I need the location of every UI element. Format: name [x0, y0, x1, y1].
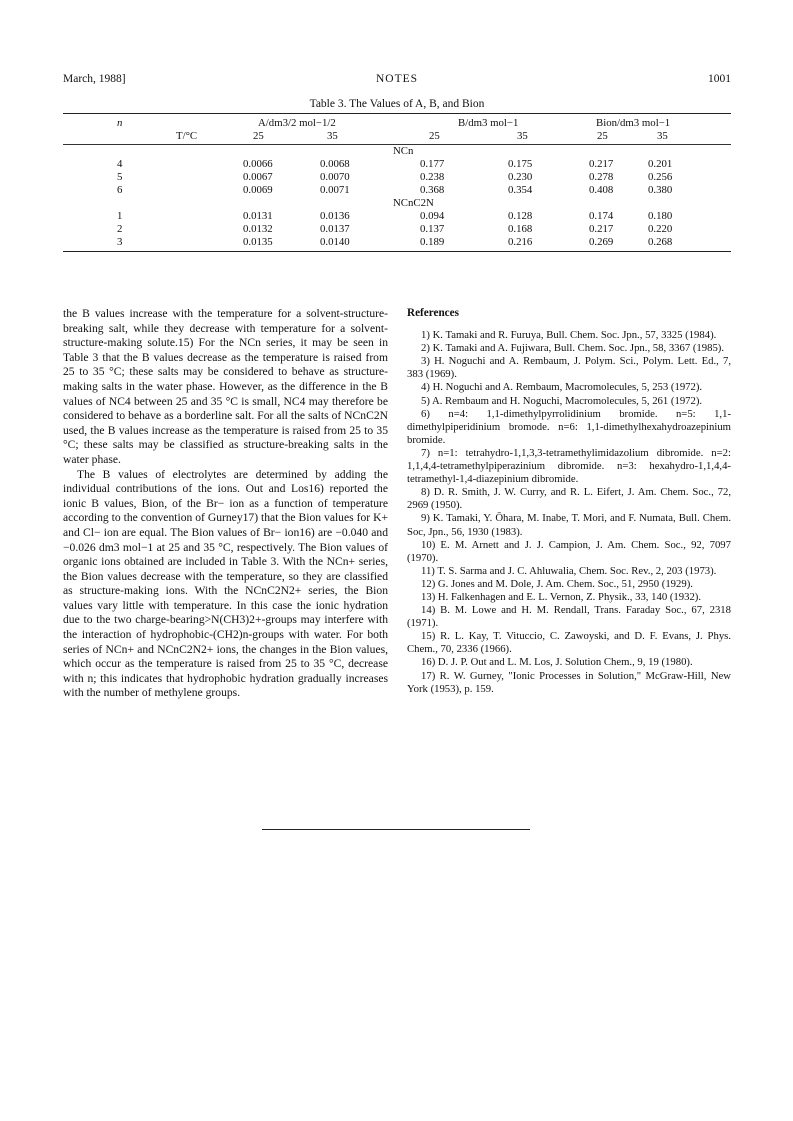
- table-cell: 0.256: [648, 171, 673, 183]
- reference-item: 15) R. L. Kay, T. Vituccio, C. Zawoyski, and D. F. Evans, J. Phys. Chem., 70, 2336 (1966).: [407, 630, 731, 656]
- reference-item: 12) G. Jones and M. Dole, J. Am. Chem. Soc., 51, 2950 (1929).: [421, 577, 693, 590]
- table-cell: 0.278: [589, 171, 614, 183]
- reference-item: 7) n=1: tetrahydro-1,1,3,3-tetramethylimidazolium dibromide. n=2: 1,1,4,4-tetramethylpiperazinium dibromide. n=3: hexahydro-1,1,4,4-tetramethyl-1,4-diazepinium dibromide.: [407, 446, 731, 486]
- table-row: [63, 184, 731, 197]
- table-group-label: [63, 197, 731, 210]
- table-row: [63, 236, 731, 249]
- table-cell: 0.0140: [320, 236, 350, 248]
- table-cell: 0.354: [508, 184, 533, 196]
- table-cell: 0.177: [420, 158, 445, 170]
- col-n-header: n: [117, 117, 123, 129]
- table-cell: 0.0132: [243, 223, 273, 235]
- table-cell: 1: [117, 210, 123, 222]
- running-header: [63, 73, 731, 89]
- reference-item: 3) H. Noguchi and A. Rembaum, J. Polym. Sci., Polym. Lett. Ed., 7, 383 (1969).: [407, 355, 731, 381]
- page-number: 1001: [708, 73, 731, 85]
- reference-item: 8) D. R. Smith, J. W. Curry, and R. L. Eifert, J. Am. Chem. Soc., 72, 2969 (1950).: [407, 486, 731, 512]
- b35-header: 35: [517, 130, 528, 142]
- table-body: [63, 145, 731, 249]
- col-b-header: B/dm3 mol−1: [458, 117, 519, 129]
- paragraph-2: The B values of electrolytes are determined by adding the individual contributions of the ions. Out and Los16) reported the ionic B values, Bion, of the Br− ion as a function of temperature according to the convention of Gurney17) that the Bion values for K+ and Cl− ion are equal. The Bion values of Br− ion16) are −0.040 and −0.026 dm3 mol−1 at 25 and 35 °C, respectively. The Bion values of organic ions obtained are included in Table 3. With the NCn+ series, the Bion values decrease with the temperature, so they are classified as structure-making ions. With the NCnC2N2+ series, the Bion values vary little with temperature. In this case the ionic hydration due to the two charge-bearing>N(CH3)2+-groups may interfere with the interaction of hydrophobic-(CH2)n-groups with water. For both series of NCn+ and NCnC2N2+ ions, the changes in the Bion values, which occur as the temperature is raised from 25 to 35 °C, decrease with n; this indicates that hydrophobic hydration gradually increases with the number of methylene groups.: [63, 467, 388, 700]
- table-cell: 0.380: [648, 184, 673, 196]
- table-cell: 0.0071: [320, 184, 350, 196]
- table-cell: 0.180: [648, 210, 673, 222]
- table-cell: 0.408: [589, 184, 614, 196]
- table-cell: 0.238: [420, 171, 445, 183]
- table-cell: 0.189: [420, 236, 445, 248]
- c25-header: 25: [597, 130, 608, 142]
- table-row: [63, 223, 731, 236]
- col-bion-header: Bion/dm3 mol−1: [596, 117, 671, 129]
- reference-item: 10) E. M. Arnett and J. J. Campion, J. Am. Chem. Soc., 92, 7097 (1970).: [407, 538, 731, 564]
- table-cell: 0.174: [589, 210, 614, 222]
- table-cell: 0.230: [508, 171, 533, 183]
- table-cell: 0.269: [589, 236, 614, 248]
- table-group-label: [63, 145, 731, 158]
- col-temp-header: T/°C: [176, 130, 198, 142]
- table-cell: 5: [117, 171, 123, 183]
- c35-header: 35: [657, 130, 668, 142]
- table-cell: 0.368: [420, 184, 445, 196]
- table-row: [63, 210, 731, 223]
- table-cell: 6: [117, 184, 123, 196]
- reference-item: 1) K. Tamaki and R. Furuya, Bull. Chem. Soc. Jpn., 57, 3325 (1984).: [421, 329, 717, 342]
- references-section: [407, 307, 731, 696]
- a25-header: 25: [253, 130, 264, 142]
- table-cell: 0.0066: [243, 158, 273, 170]
- table-cell: 0.217: [589, 223, 614, 235]
- table-cell: 0.220: [648, 223, 673, 235]
- paragraph-1: the B values increase with the temperature for a solvent-structure-breaking salt, while they decrease with temperature for a solvent-structure-making solute.15) For the NCn series, it may be seen in Table 3 that the B values decrease as the temperature is raised from 25 to 35 °C; these salts may be considered to behave as structure-making salts in the water phase. However, as the difference in the B values of NC4 between 25 and 35 °C is small, NC4 may therefore be considered to behave as a borderline salt. For all the salts of NCnC2N used, the B values increase as the temperature is raised from 25 to 35 °C; these salts may be classified as structure-breaking salts in the water phase.: [63, 307, 388, 466]
- table-cell: 0.0136: [320, 210, 350, 222]
- table-cell: 0.0137: [320, 223, 350, 235]
- col-a-header: A/dm3/2 mol−1/2: [258, 117, 336, 129]
- reference-item: 5) A. Rembaum and H. Noguchi, Macromolecules, 5, 261 (1972).: [421, 394, 703, 407]
- reference-item: 4) H. Noguchi and A. Rembaum, Macromolecules, 5, 253 (1972).: [421, 381, 703, 394]
- reference-item: 9) K. Tamaki, Y. Ōhara, M. Inabe, T. Mori, and F. Numata, Bull. Chem. Soc, Jpn., 56, 1930 (1983).: [407, 512, 731, 538]
- reference-item: 2) K. Tamaki and A. Fujiwara, Bull. Chem. Soc. Jpn., 58, 3367 (1985).: [421, 342, 725, 355]
- reference-item: 6) n=4: 1,1-dimethylpyrrolidinium bromide. n=5: 1,1-dimethylpiperidinium bromode. n=6: 1,1-dimethylhexahydroazepinium bromide.: [407, 407, 731, 446]
- table-cell: 0.128: [508, 210, 533, 222]
- b25-header: 25: [429, 130, 440, 142]
- table-caption: Table 3. The Values of A, B, and Bion: [309, 98, 485, 110]
- table-cell: 0.201: [648, 158, 673, 170]
- table-cell: 0.168: [508, 223, 533, 235]
- table-cell: 0.216: [508, 236, 533, 248]
- table-row: [63, 171, 731, 184]
- data-table: [63, 113, 731, 252]
- table-cell: 0.0070: [320, 171, 350, 183]
- group-label: NCnC2N: [393, 197, 434, 209]
- table-cell: 0.0135: [243, 236, 273, 248]
- table-cell: 0.217: [589, 158, 614, 170]
- table-cell: 3: [117, 236, 123, 248]
- table-cell: 0.137: [420, 223, 445, 235]
- table-cell: 4: [117, 158, 123, 170]
- table-cell: 2: [117, 223, 123, 235]
- reference-item: 11) T. S. Sarma and J. C. Ahluwalia, Chem. Soc. Rev., 2, 203 (1973).: [421, 564, 717, 577]
- reference-item: 16) D. J. P. Out and L. M. Los, J. Solution Chem., 9, 19 (1980).: [421, 656, 693, 669]
- reference-item: 14) B. M. Lowe and H. M. Rendall, Trans. Faraday Soc., 67, 2318 (1971).: [407, 604, 731, 630]
- table-cell: 0.0069: [243, 184, 273, 196]
- header-section: NOTES: [375, 73, 419, 85]
- end-rule: [262, 829, 530, 830]
- table-row: [63, 158, 731, 171]
- table-cell: 0.0067: [243, 171, 273, 183]
- table-cell: 0.0068: [320, 158, 350, 170]
- table-cell: 0.268: [648, 236, 673, 248]
- table-cell: 0.094: [420, 210, 445, 222]
- reference-item: 17) R. W. Gurney, "Ionic Processes in Solution," McGraw-Hill, New York (1953), p. 159.: [407, 669, 731, 695]
- body-text: [63, 307, 388, 701]
- table-cell: 0.175: [508, 158, 533, 170]
- a35-header: 35: [327, 130, 338, 142]
- group-label: NCn: [393, 145, 414, 157]
- reference-item: 13) H. Falkenhagen and E. L. Vernon, Z. Physik., 33, 140 (1932).: [421, 590, 702, 603]
- table-cell: 0.0131: [243, 210, 273, 222]
- header-date: March, 1988]: [63, 73, 126, 85]
- references-heading: References: [407, 307, 459, 319]
- reference-list: [407, 329, 731, 696]
